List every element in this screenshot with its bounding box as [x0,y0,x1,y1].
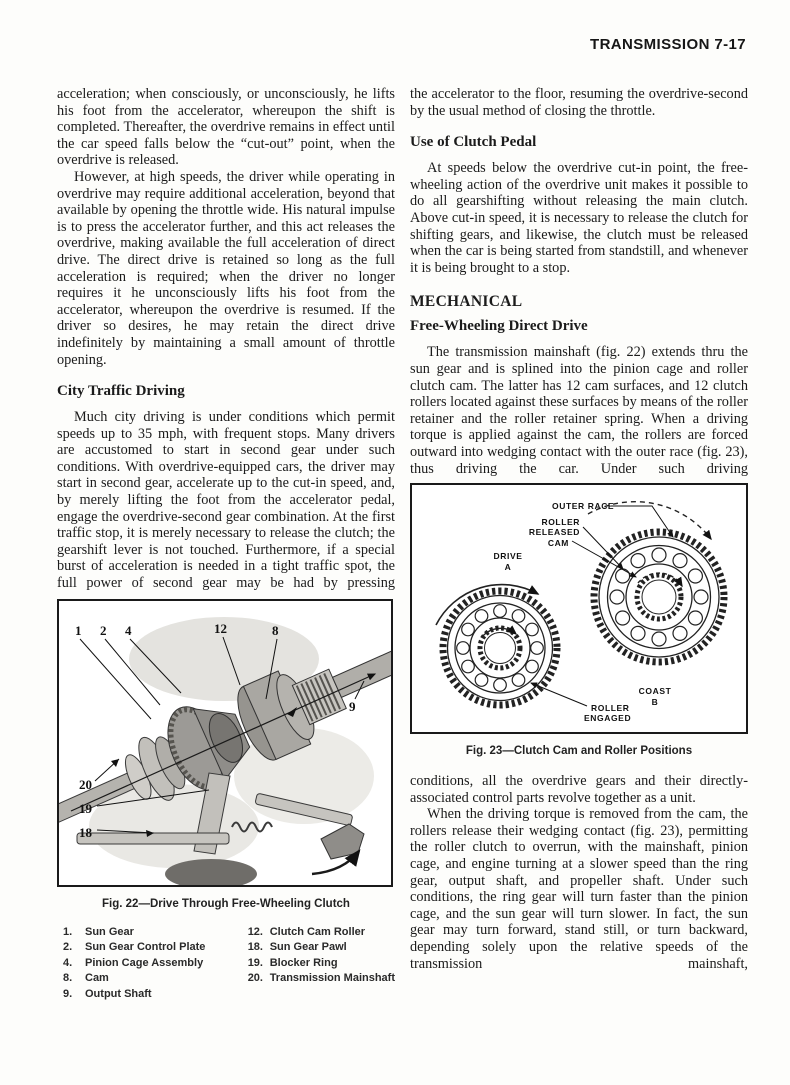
paragraph: However, at high speeds, the driver while operating in overdrive may require additional acceleration, beyond that available by opening the throttle wide. His natural impulse is to press the accelerator further, and this act releases the overdrive, making available the full acceleration of direct drive. The direct drive is retained so long as the full acceleration is required; when the driver no longer requires it he unconsciously lifts his foot from the accelerator, whereupon the overdrive is resumed. If the driver so desires, he may retain the direct drive indefinitely by maintaining a small amount of throttle opening. [57,168,395,368]
fig23-label-roller-released-2: RELEASED [528,527,580,538]
fig23-label-coast: COAST [638,686,672,697]
parts-column-right [248,925,395,1003]
part-item: 9. Output Shaft [63,987,152,1000]
figure-22-drive-clutch-illustration [57,599,393,887]
fig23-drawing [412,485,746,732]
part-item: 8. Cam [63,972,109,985]
figure-22-caption: Fig. 22—Drive Through Free-Wheeling Clutch [102,897,350,910]
part-item: 18. Sun Gear Pawl [247,941,347,954]
section-heading-freewheeling: Free-Wheeling Direct Drive [410,318,588,335]
paragraph: At speeds below the overdrive cut-in point, the free-wheeling action of the overdrive unit makes it possible to do all gearshifting without releasing the main clutch. Above cut-in speed, it is necessary to release the clutch for shifting gears, and likewise, the clutch must be released when the car is being started from standstill, and whenever it is being brought to a stop. [410,160,748,276]
part-item: 20. Transmission Mainshaft [247,972,395,985]
part-item: 2. Sun Gear Control Plate [63,941,206,954]
fig23-label-coast-b: B [651,697,659,708]
fig23-label-outer-race: OUTER RACE [552,501,615,512]
right-column [410,86,748,972]
figure-23-caption: Fig. 23—Clutch Cam and Roller Positions [465,745,693,758]
fig22-parts-legend [57,925,395,1003]
fig22-callout-4: 4 [125,622,132,638]
paragraph: The transmission mainshaft (fig. 22) extends thru the sun gear and is splined into the pinion cage and roller clutch cam. The latter has 12 cam surfaces, and 12 clutch rollers located against these surfaces by means of the roller retainer and the roller retainer spring. When a driving torque is applied against the cam, the rollers are forced outward into wedging contact with the outer race (fig. 23), thus driving the car. Under such driving [410,344,748,477]
part-item: 1. Sun Gear [63,925,134,938]
paragraph: Much city driving is under conditions which permit speeds up to 35 mph, with frequent stops. Many drivers are accustomed to start in second gear under such conditions. With overdrive-equipped cars, the driver may start in second gear, accelerate up to the cut-in speed, and, by merely lifting the foot from the accelerator pedal, engage the overdrive-second gear combination. At the first traffic stop, it is merely necessary to release the clutch; the gearshift lever is not touched. Furthermore, if a special burst of acceleration is needed in a tight traffic spot, the full power of second gear may be had by pressing [57,409,395,592]
fig22-callout-19: 19 [79,800,92,816]
fig23-label-drive-a: A [504,562,512,573]
fig23-label-roller-released-1: ROLLER [541,517,580,528]
part-item: 12. Clutch Cam Roller [247,925,366,938]
section-heading-clutch-pedal: Use of Clutch Pedal [410,134,537,151]
paragraph: conditions, all the overdrive gears and their directly-associated control parts revolve together as a unit. [410,773,748,806]
fig22-callout-9: 9 [349,698,356,714]
paragraph: the accelerator to the floor, resuming the overdrive-second by the usual method of closing the throttle. [410,86,748,119]
fig22-drawing [59,601,391,885]
section-heading-mechanical: MECHANICAL [410,293,523,311]
fig22-callout-18: 18 [79,824,92,840]
left-column [57,86,395,1002]
fig23-label-drive: DRIVE [493,551,523,562]
part-item: 19. Blocker Ring [247,956,338,969]
fig22-callout-8: 8 [272,622,279,638]
fig22-callout-20: 20 [79,776,92,792]
paragraph: When the driving torque is removed from the cam, the rollers release their wedging contact (fig. 23), permitting the roller clutch to overrun, with the mainshaft, pinion cage, and engine turning at a slower speed than the ring gear, output shaft, and propeller shaft. Under such conditions, the ring gear will turn faster than the pinion cage, and the sun gear will turn slower. In fact, the sun gear may turn forward, stand still, or turn backward, depending solely upon the relative speeds of the transmission mainshaft, [410,806,748,972]
fig23-label-roller-engaged-1: ROLLER [591,703,630,714]
fig23-label-roller-engaged-2: ENGAGED [584,713,632,724]
fig22-callout-12: 12 [214,620,227,636]
parts-column-left [57,925,248,1003]
paragraph: acceleration; when consciously, or unconsciously, he lifts his foot from the accelerator, whereupon the shift is completed. Thereafter, the overdrive remains in effect until the car speed falls below the “cut-out” point, when the overdrive is released. [57,86,395,169]
fig22-callout-2: 2 [100,622,107,638]
fig23-label-cam: CAM [547,538,569,549]
page-header: TRANSMISSION 7-17 [590,36,746,53]
part-item: 4. Pinion Cage Assembly [63,956,204,969]
fig22-callout-1: 1 [75,622,82,638]
figure-23-clutch-cam-diagram [410,483,748,734]
section-heading-city-traffic: City Traffic Driving [57,383,185,400]
